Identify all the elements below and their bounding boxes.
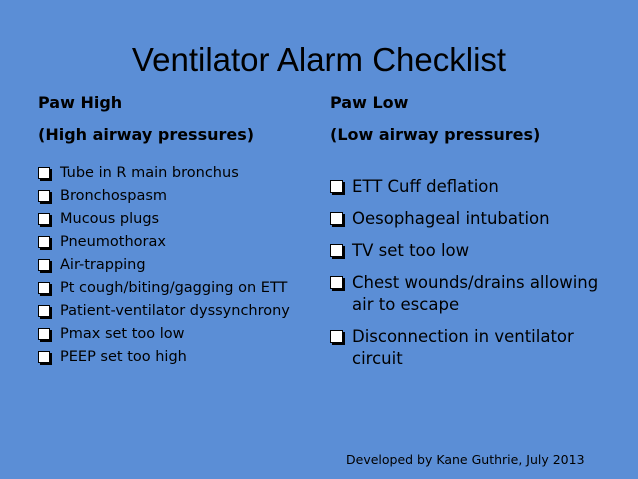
checkbox-icon xyxy=(38,213,50,225)
list-item xyxy=(38,233,300,252)
list-item-text: Mucous plugs xyxy=(60,211,160,227)
list-item xyxy=(38,279,300,298)
checkbox-icon xyxy=(38,236,50,248)
checkbox-icon xyxy=(330,244,343,257)
checkbox-icon xyxy=(38,282,50,294)
checkbox-icon xyxy=(330,330,343,343)
list-item xyxy=(38,302,300,321)
list-item-text: Bronchospasm xyxy=(60,188,168,204)
paw-low-column xyxy=(330,92,620,380)
list-item xyxy=(38,164,300,183)
paw-low-heading: Paw Low xyxy=(330,93,409,112)
paw-low-subheading: (Low airway pressures) xyxy=(330,125,541,144)
paw-high-column xyxy=(38,92,300,371)
list-item xyxy=(38,187,300,206)
checkbox-icon xyxy=(38,351,50,363)
slide-title: Ventilator Alarm Checklist xyxy=(131,41,507,78)
list-item-text: Pmax set too low xyxy=(60,326,185,342)
list-item xyxy=(330,240,620,262)
checkbox-icon xyxy=(38,259,50,271)
paw-low-checklist xyxy=(330,176,620,370)
paw-high-checklist xyxy=(38,164,300,367)
list-item xyxy=(38,325,300,344)
list-item xyxy=(330,326,620,370)
list-item-text: TV set too low xyxy=(352,241,470,260)
list-item xyxy=(330,176,620,198)
list-item-text: Disconnection in ventilator circuit xyxy=(352,327,574,368)
credit-text: Developed by Kane Guthrie, July 2013 xyxy=(346,452,585,467)
list-item-text: PEEP set too high xyxy=(60,349,187,365)
list-item-text: Pneumothorax xyxy=(60,234,166,250)
list-item-text: ETT Cuff deflation xyxy=(352,177,499,196)
checkbox-icon xyxy=(330,180,343,193)
list-item-text: Pt cough/biting/gagging on ETT xyxy=(60,280,288,296)
checkbox-icon xyxy=(38,305,50,317)
checkbox-icon xyxy=(38,190,50,202)
list-item xyxy=(38,256,300,275)
list-item xyxy=(330,208,620,230)
list-item xyxy=(38,348,300,367)
checkbox-icon xyxy=(38,167,50,179)
list-item-text: Patient-ventilator dyssynchrony xyxy=(60,303,290,319)
checkbox-icon xyxy=(330,212,343,225)
list-item xyxy=(330,272,620,316)
list-item-text: Chest wounds/drains allowing air to escape xyxy=(352,273,599,314)
paw-high-subheading: (High airway pressures) xyxy=(38,125,255,144)
paw-high-heading: Paw High xyxy=(38,93,123,112)
list-item xyxy=(38,210,300,229)
checkbox-icon xyxy=(38,328,50,340)
list-item-text: Oesophageal intubation xyxy=(352,209,550,228)
list-item-text: Air-trapping xyxy=(60,257,146,273)
list-item-text: Tube in R main bronchus xyxy=(60,165,239,181)
checkbox-icon xyxy=(330,276,343,289)
